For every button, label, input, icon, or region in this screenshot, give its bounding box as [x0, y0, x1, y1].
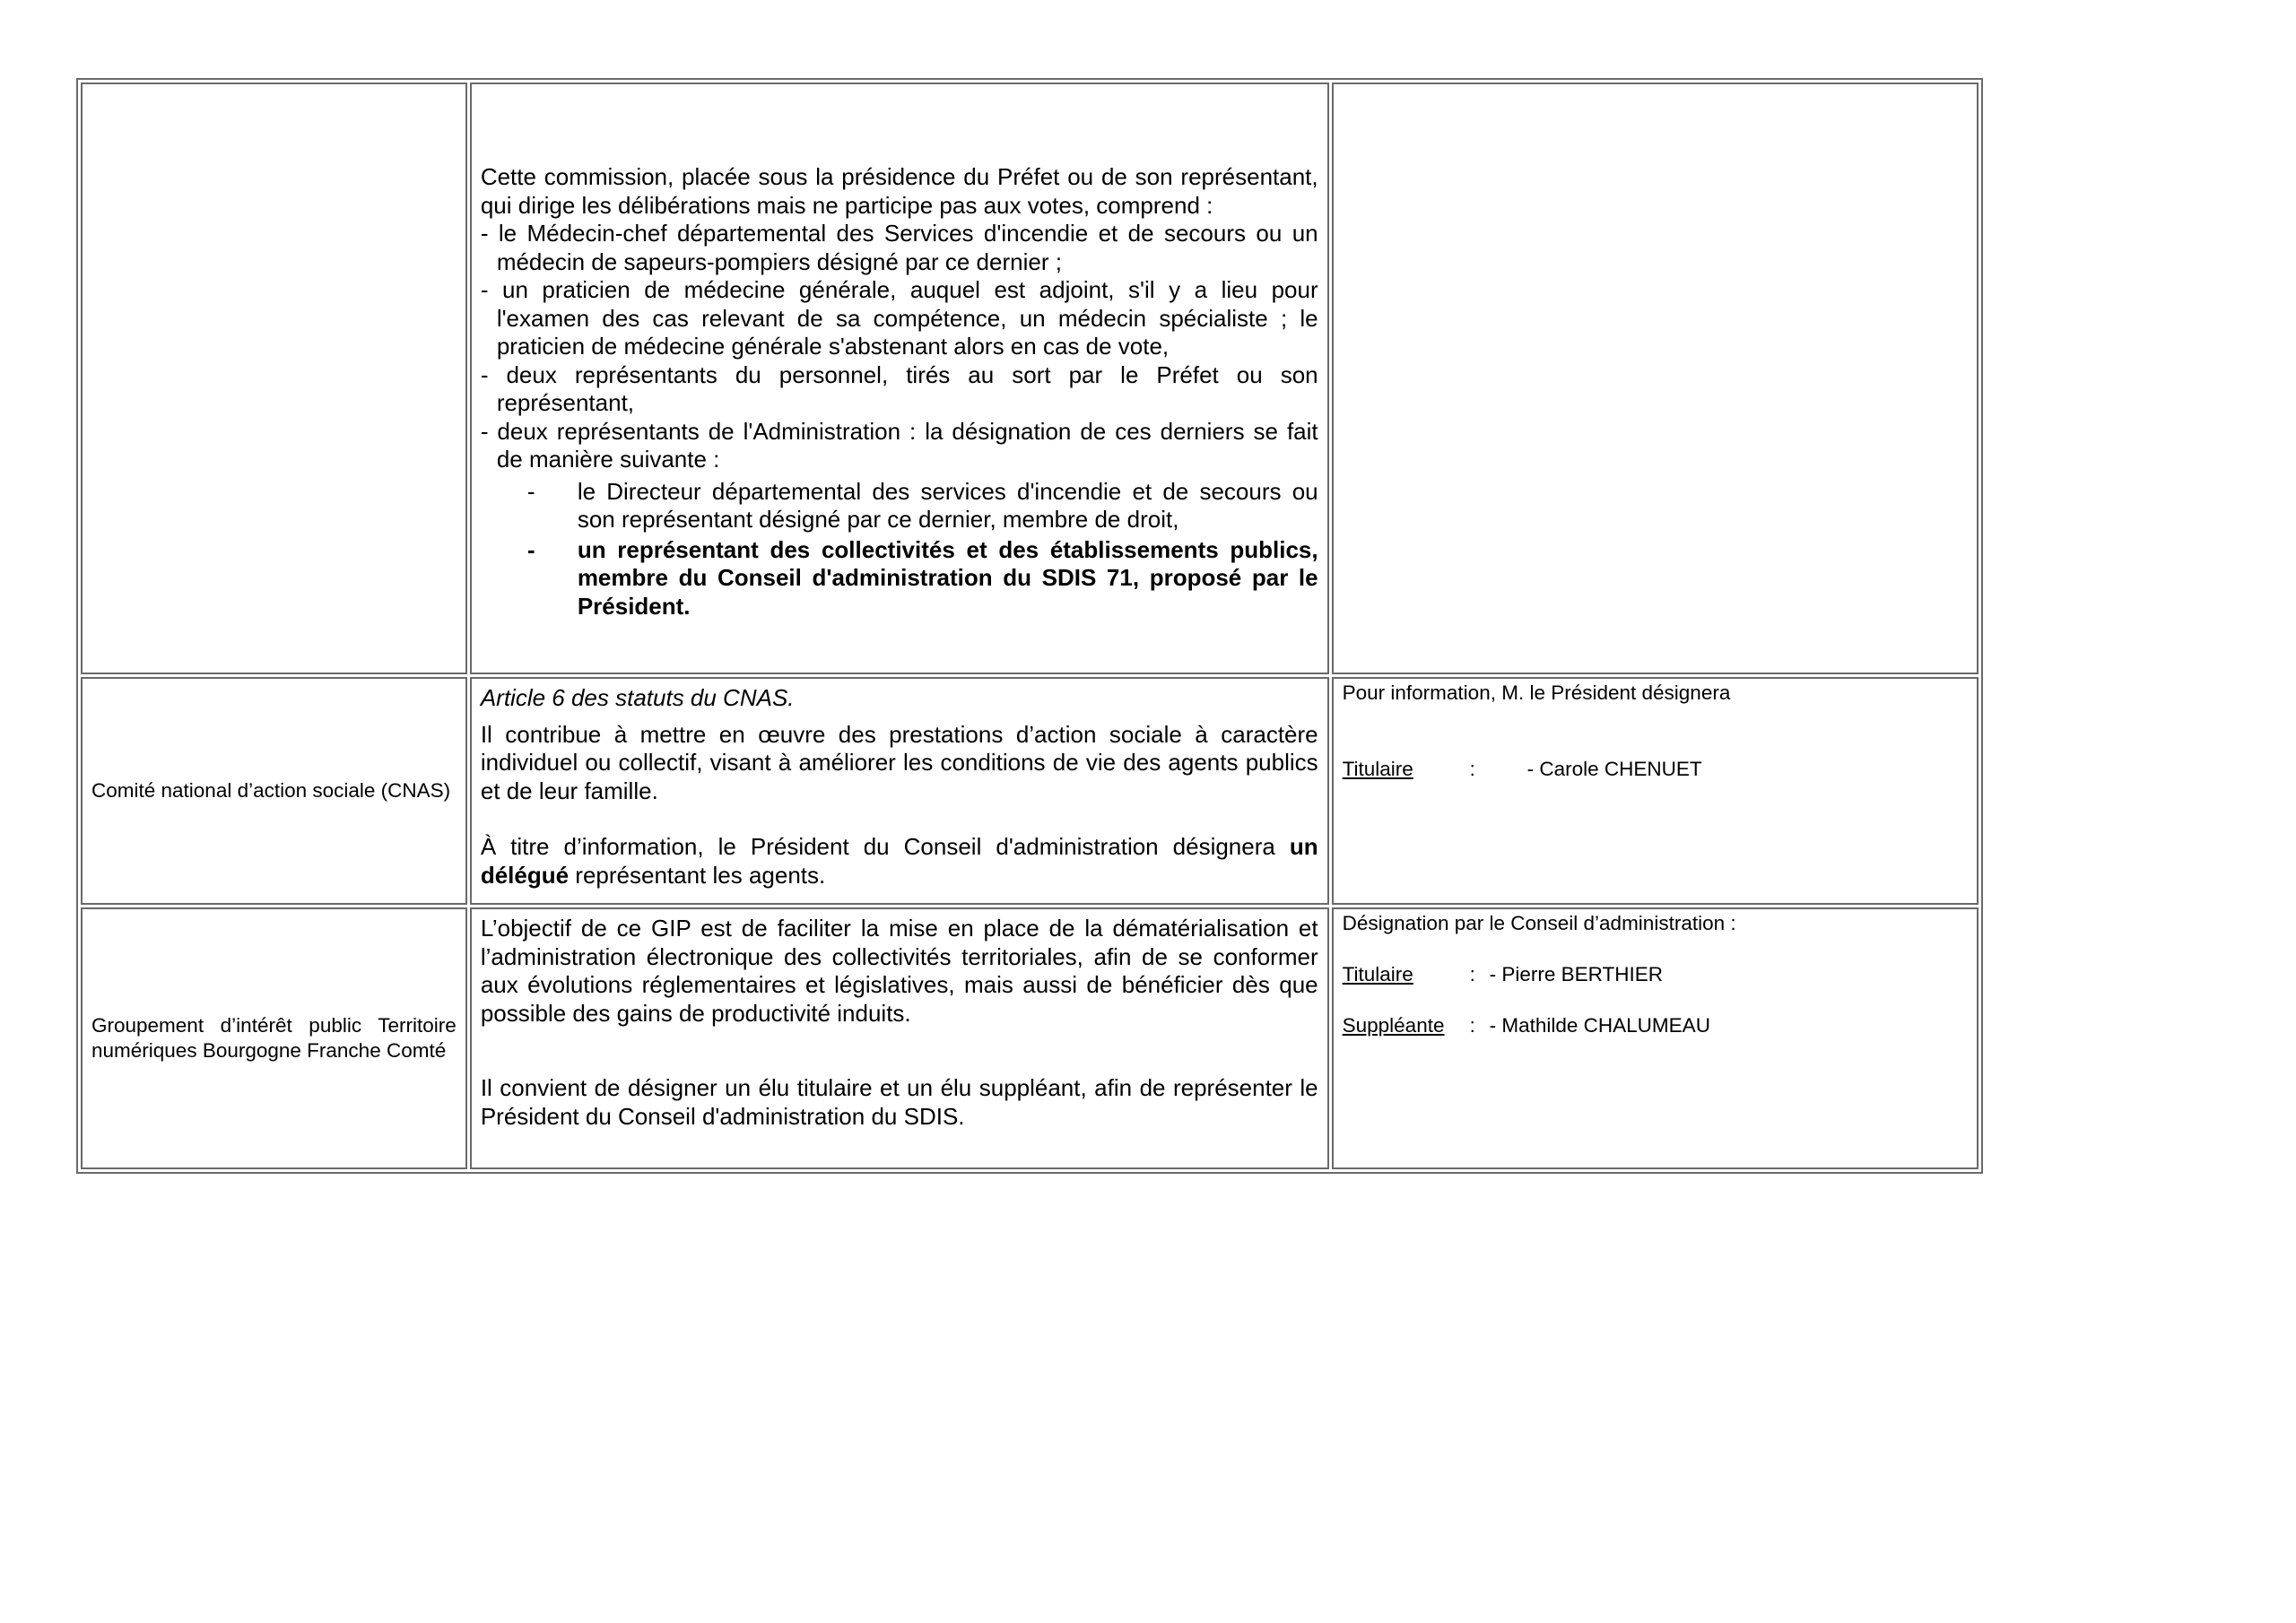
- table-row: [81, 82, 1979, 674]
- organisme-cell: [81, 677, 467, 905]
- designations-table: [76, 78, 1983, 1174]
- suppleant-line: [1343, 1013, 1968, 1038]
- separator: :: [1469, 1014, 1475, 1037]
- description-cell: [470, 677, 1329, 905]
- organisme-name: Comité national d’action sociale (CNAS): [91, 779, 451, 802]
- list-item: - un praticien de médecine générale, auquel est adjoint, s'il y a lieu pour l'examen des cas relevant de sa compétence, un médecin spécialiste ; le praticien de médecine générale s'abstenant alors en cas de vote,: [480, 276, 1318, 360]
- separator: :: [1469, 963, 1475, 985]
- paragraph: Il contribue à mettre en œuvre des prestations d’action sociale à caractère individuel ou collectif, visant à améliorer les conditions de vie des agents publics et de leur famille.: [480, 720, 1318, 804]
- organisme-name: Groupement d’intérêt public Territoire numériques Bourgogne Franche Comté: [91, 1014, 457, 1062]
- separator: :: [1469, 758, 1475, 780]
- description-cell: [470, 907, 1329, 1169]
- designation-header: Pour information, M. le Président désignera: [1342, 681, 1731, 704]
- list-item: - le Médecin-chef départemental des Services d'incendie et de secours ou un médecin de sapeurs-pompiers désigné par ce dernier ;: [480, 220, 1318, 275]
- list-item: - deux représentants de l'Administration : la désignation de ces derniers se fait de manière suivante :: [480, 417, 1318, 473]
- titulaire-name: - Carole CHENUET: [1526, 758, 1702, 780]
- sub-list-item: - le Directeur départemental des services d'incendie et de secours ou son représentant désigné par ce dernier, membre de droit,: [526, 477, 1318, 533]
- designation-cell: [1332, 82, 1979, 674]
- designation-cell: [1332, 677, 1979, 905]
- sub-list-item: - un représentant des collectivités et des établissements publics, membre du Conseil d'administration du SDIS 71, proposé par le Président.: [526, 535, 1318, 620]
- table-row: [81, 907, 1979, 1169]
- paragraph: À titre d’information, le Président du Conseil d'administration désignera un délégué représentant les agents.: [480, 833, 1318, 889]
- organisme-cell: [81, 907, 467, 1169]
- organisme-cell: [81, 82, 467, 674]
- paragraph: Il convient de désigner un élu titulaire et un élu suppléant, afin de représenter le Président du Conseil d'administration du SDIS.: [480, 1074, 1318, 1130]
- titulaire-label: Titulaire: [1342, 758, 1413, 780]
- table-row: [81, 677, 1979, 905]
- description-cell: [470, 82, 1329, 674]
- suppleant-name: - Mathilde CHALUMEAU: [1489, 1014, 1710, 1037]
- paragraph: L’objectif de ce GIP est de faciliter la mise en place de la dématérialisation et l’administration électronique des collectivités territoriales, afin de se conformer aux évolutions réglementaires et législatives, mais aussi de bénéficier dès que possible des gains de productivité induits.: [480, 915, 1318, 1027]
- titulaire-line: [1343, 757, 1968, 782]
- titulaire-label: Titulaire: [1342, 963, 1413, 985]
- designation-header: Désignation par le Conseil d’administration :: [1342, 912, 1736, 934]
- titulaire-name: - Pierre BERTHIER: [1489, 963, 1663, 985]
- designation-cell: [1332, 907, 1979, 1169]
- commission-intro: Cette commission, placée sous la présidence du Préfet ou de son représentant, qui dirige les délibérations mais ne participe pas aux votes, comprend :: [480, 163, 1318, 219]
- suppleant-label: Suppléante: [1342, 1014, 1445, 1037]
- titulaire-line: [1343, 962, 1968, 987]
- article-reference: Article 6 des statuts du CNAS.: [480, 684, 795, 711]
- list-item: - deux représentants du personnel, tirés au sort par le Préfet ou son représentant,: [480, 360, 1318, 416]
